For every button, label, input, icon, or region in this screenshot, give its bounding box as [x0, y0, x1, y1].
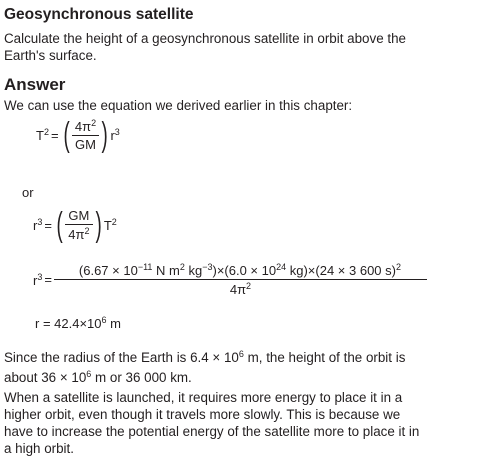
question-line-2: Earth's surface.: [4, 48, 97, 63]
eq1-equals: =: [50, 127, 59, 143]
eq2-tail: $T^2$: [103, 217, 117, 233]
equation-substituted: [33, 262, 427, 297]
eq1-tail: $r^3$: [110, 127, 120, 143]
eq3-equals: =: [44, 272, 52, 287]
equation-result: $r = 42.4\times 10^6$ m: [35, 315, 121, 331]
equation-rearranged: [33, 208, 117, 242]
eq3-fraction: $\frac{(6.67 \times 10^{-11} N m^2 kg^{-3})\times(6.0 \times 10^{24} kg)\times(24 \times 3 600 s)^2}{4\pi^2}$: [54, 262, 427, 297]
result-paragraph: Since the radius of the Earth is $6.4 \times 10^6$ m, the height of the orbit is about $36 \times 10^6$ m or 36 000 km.: [4, 349, 406, 385]
left-paren: (: [56, 206, 63, 244]
left-paren: (: [63, 116, 70, 154]
eq2-lhs: $r^3$: [33, 217, 43, 233]
section-heading: Geosynchronous satellite: [4, 6, 194, 23]
answer-heading: Answer: [4, 75, 66, 94]
right-paren: ): [101, 116, 108, 154]
or-text: or: [22, 185, 34, 200]
eq2-fraction: $\frac{GM}{4\pi^2}$: [65, 208, 92, 242]
question-line-1: Calculate the height of a geosynchronous satellite in orbit above the: [4, 31, 406, 46]
equation-kepler: [36, 118, 120, 152]
eq1-fraction: $\frac{4\pi^2}{GM}$: [72, 118, 99, 152]
eq1-lhs: $T^2$: [36, 127, 49, 143]
launch-paragraph: When a satellite is launched, it requires more energy to place it in a higher orbit, even though it travels more slowly. This is because we have to increase the potential energy of the satellite more to place it in a high orbit.: [4, 390, 420, 456]
right-paren: ): [95, 206, 102, 244]
intro-text: We can use the equation we derived earlier in this chapter:: [4, 98, 353, 113]
eq3-lhs: $r^3$: [33, 271, 43, 288]
eq2-equals: =: [44, 217, 52, 233]
